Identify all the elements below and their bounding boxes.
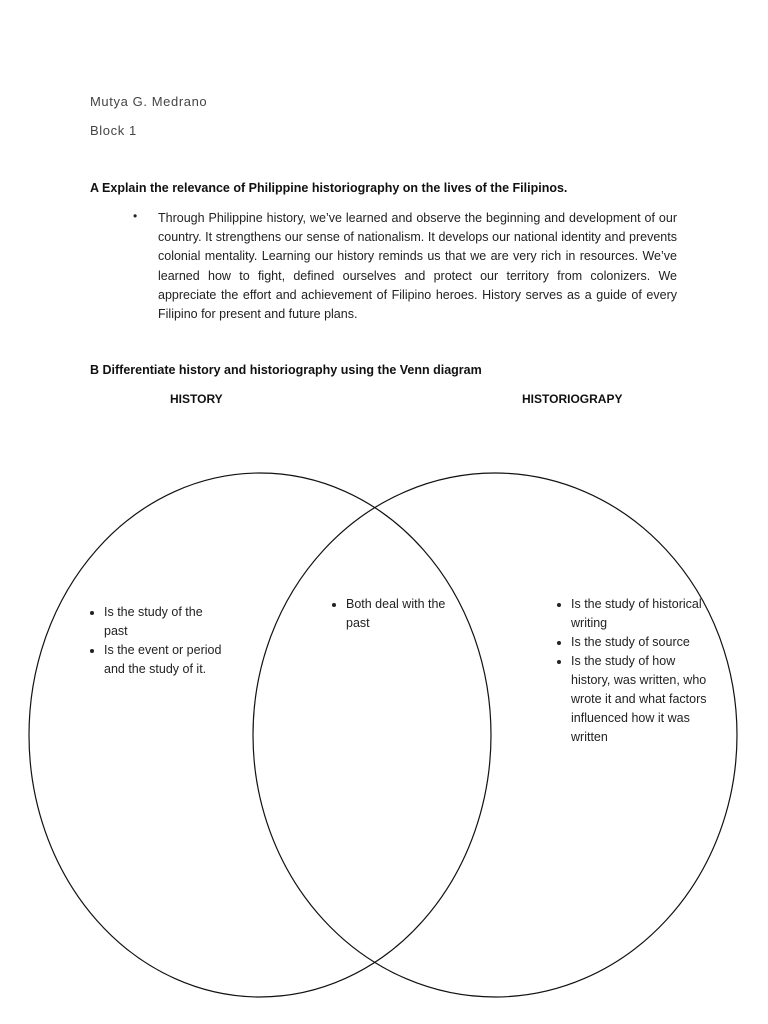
student-name: Mutya G. Medrano xyxy=(90,94,208,109)
question-a-prompt: A Explain the relevance of Philippine historiography on the lives of the Filipinos. xyxy=(90,181,568,195)
venn-left-circle xyxy=(29,473,491,997)
question-b-prompt: B Differentiate history and historiography using the Venn diagram xyxy=(90,363,482,377)
venn-left-item: • Is the study of the past xyxy=(104,603,224,641)
answer-bullet: • xyxy=(133,209,138,223)
venn-right-label: HISTORIOGRAPY xyxy=(522,392,623,406)
venn-right-item: • Is the study of historical writing xyxy=(571,595,711,633)
venn-left-list xyxy=(82,603,224,679)
venn-left-label: HISTORY xyxy=(170,392,223,406)
venn-middle-list xyxy=(324,595,456,633)
venn-right-item: • Is the study of source xyxy=(571,633,711,652)
venn-right-item: • Is the study of how history, was written, who wrote it and what factors influenced how it was written xyxy=(571,652,711,747)
venn-left-item: • Is the event or period and the study of it. xyxy=(104,641,224,679)
question-a-answer: Through Philippine history, we’ve learned and observe the beginning and development of our country. It strengthens our sense of nationalism. It develops our national identity and prevents colonial mentality. Learning our history reminds us that we are very rich in resources. We’ve learned how to fight, defined ourselves and protect our territory from colonizers. We appreciate the effort and achievement of Filipino heroes. History serves as a guide of every Filipino for present and future plans. xyxy=(158,211,677,322)
venn-middle-item: • Both deal with the past xyxy=(346,595,456,633)
student-block: Block 1 xyxy=(90,123,137,138)
venn-right-list xyxy=(549,595,711,747)
